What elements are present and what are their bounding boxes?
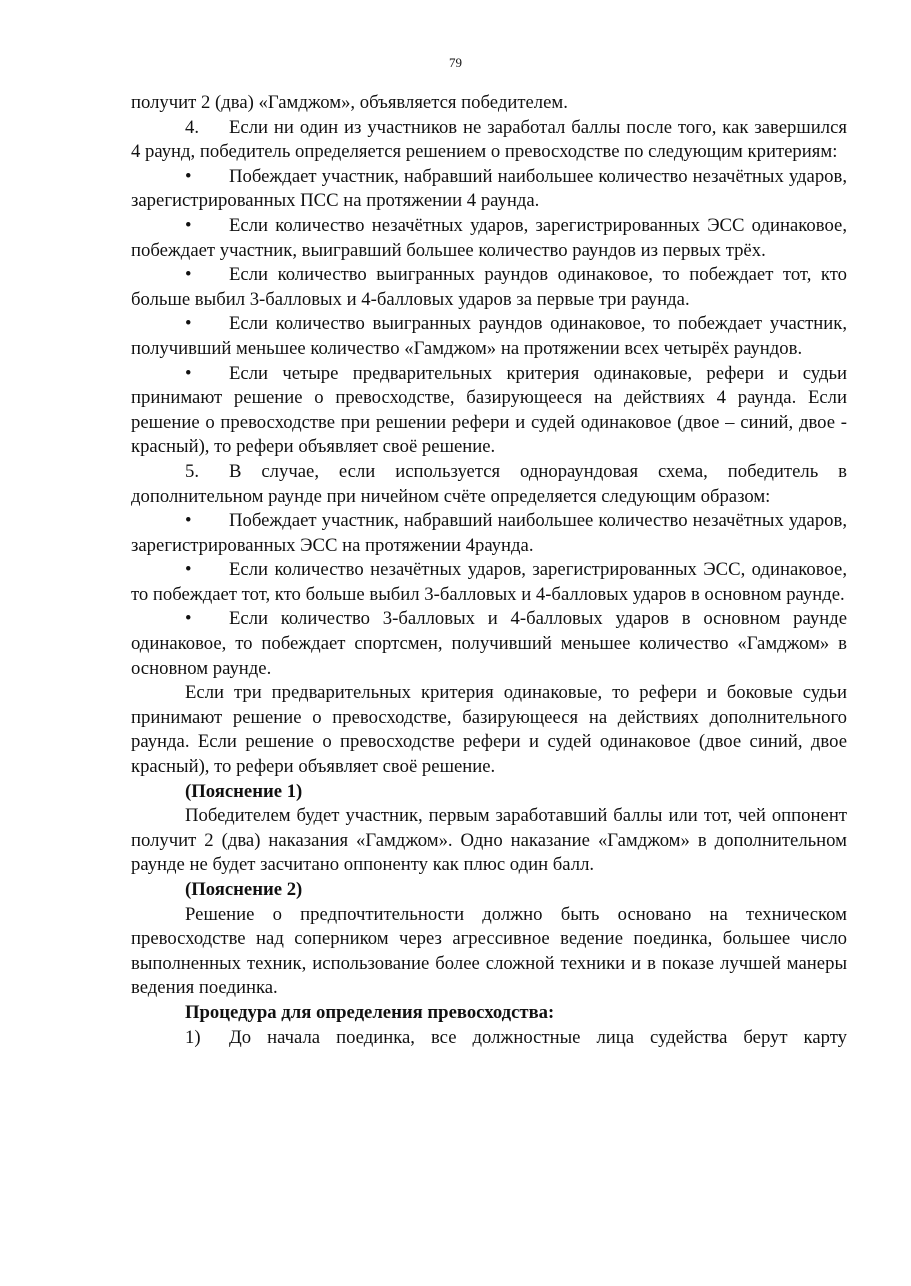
bullet-text: Если количество незачётных ударов, зарегистрированных ЭСС, одинаковое, то побеждает тот, кто больше выбил 3-балловых и 4-балловых ударов в основном раунде. xyxy=(131,559,847,605)
paragraph xyxy=(131,804,847,878)
item-number: 5. xyxy=(185,460,200,482)
item-text: До начала поединка, все должностные лица судейства берут карту xyxy=(229,1026,847,1048)
paragraph xyxy=(131,903,847,1001)
bullet-item xyxy=(131,607,847,681)
paragraph-text: Если три предварительных критерия одинаковые, то рефери и боковые судьи принимают решение о превосходстве, базирующееся на действиях дополнительного раунда. Если решение о превосходстве рефери и судей одинаковое (двое синий, двое красный), то рефери объявляет своё решение. xyxy=(131,682,847,778)
item-number: 1) xyxy=(185,1026,201,1048)
bullet-icon: • xyxy=(185,362,192,384)
item-text: Если ни один из участников не заработал баллы после того, как завершился 4 раунд, победитель определяется решением о превосходстве по следующим критериям: xyxy=(131,116,847,163)
bullet-text: Побеждает участник, набравший наибольшее количество незачётных ударов, зарегистрированных ЭСС на протяжении 4раунда. xyxy=(131,510,847,556)
numbered-item-5 xyxy=(131,460,847,509)
bullet-text: Если количество незачётных ударов, зарегистрированных ЭСС одинаковое, побеждает участник, выигравший большее количество раундов из первых трёх. xyxy=(131,214,847,261)
paragraph xyxy=(131,681,847,779)
bullet-item xyxy=(131,214,847,263)
bullet-item xyxy=(131,263,847,312)
bullet-icon: • xyxy=(185,313,192,335)
paragraph-continuation xyxy=(131,91,847,116)
paragraph-text: Решение о предпочтительности должно быть основано на техническом превосходстве над соперником через агрессивное ведение поединка, большее число выполненных техник, использование более сложной техники и в показе лучшей манеры ведения поединка. xyxy=(131,903,847,999)
bullet-text: Если количество выигранных раундов одинаковое, то побеждает тот, кто больше выбил 3-балловых и 4-балловых ударов за первые три раунда. xyxy=(131,264,847,310)
paragraph-text: Победителем будет участник, первым заработавший баллы или тот, чей оппонент получит 2 (два) наказания «Гамджом». Одно наказание «Гамджом» в дополнительном раунде не будет засчитано оппоненту как плюс один балл. xyxy=(131,805,847,876)
section-heading xyxy=(131,780,847,805)
item-text: В случае, если используется однораундовая схема, победитель в дополнительном раунде при ничейном счёте определяется следующим образом: xyxy=(131,460,847,507)
bullet-item xyxy=(131,362,847,460)
heading-text: (Пояснение 1) xyxy=(185,780,303,802)
bullet-text: Если количество выигранных раундов одинаковое, то побеждает участник, получивший меньшее количество «Гамджом» на протяжении всех четырёх раундов. xyxy=(131,313,847,359)
paragraph-text: получит 2 (два) «Гамджом», объявляется победителем. xyxy=(131,92,568,113)
section-heading xyxy=(131,1001,847,1026)
bullet-icon: • xyxy=(185,264,192,286)
page-number: 79 xyxy=(449,55,462,70)
bullet-icon: • xyxy=(185,165,192,187)
bullet-icon: • xyxy=(185,559,192,581)
bullet-text: Если четыре предварительных критерия одинаковые, рефери и судьи принимают решение о превосходстве, базирующееся на действиях 4 раунда. Если решение о превосходстве при решении рефери и судей одинаковое (двое – синий, двое - красный), то рефери объявляет своё решение. xyxy=(131,362,847,458)
bullet-icon: • xyxy=(185,214,192,236)
bullet-item xyxy=(131,558,847,607)
numbered-item-4 xyxy=(131,116,847,165)
heading-text: (Пояснение 2) xyxy=(185,879,303,900)
bullet-item xyxy=(131,509,847,558)
bullet-text: Если количество 3-балловых и 4-балловых ударов в основном раунде одинаковое, то побеждает спортсмен, получивший меньшее количество «Гамджом» в основном раунде. xyxy=(131,608,847,679)
bullet-text: Побеждает участник, набравший наибольшее количество незачётных ударов, зарегистрированных ПСС на протяжении 4 раунда. xyxy=(131,165,847,212)
section-heading xyxy=(131,878,847,903)
bullet-icon: • xyxy=(185,608,192,630)
bullet-item xyxy=(131,165,847,214)
page-body xyxy=(131,91,847,1075)
numbered-item-1 xyxy=(131,1026,847,1075)
bullet-icon: • xyxy=(185,510,192,532)
bullet-item xyxy=(131,312,847,361)
heading-text: Процедура для определения превосходства: xyxy=(185,1001,555,1023)
item-number: 4. xyxy=(185,116,200,138)
